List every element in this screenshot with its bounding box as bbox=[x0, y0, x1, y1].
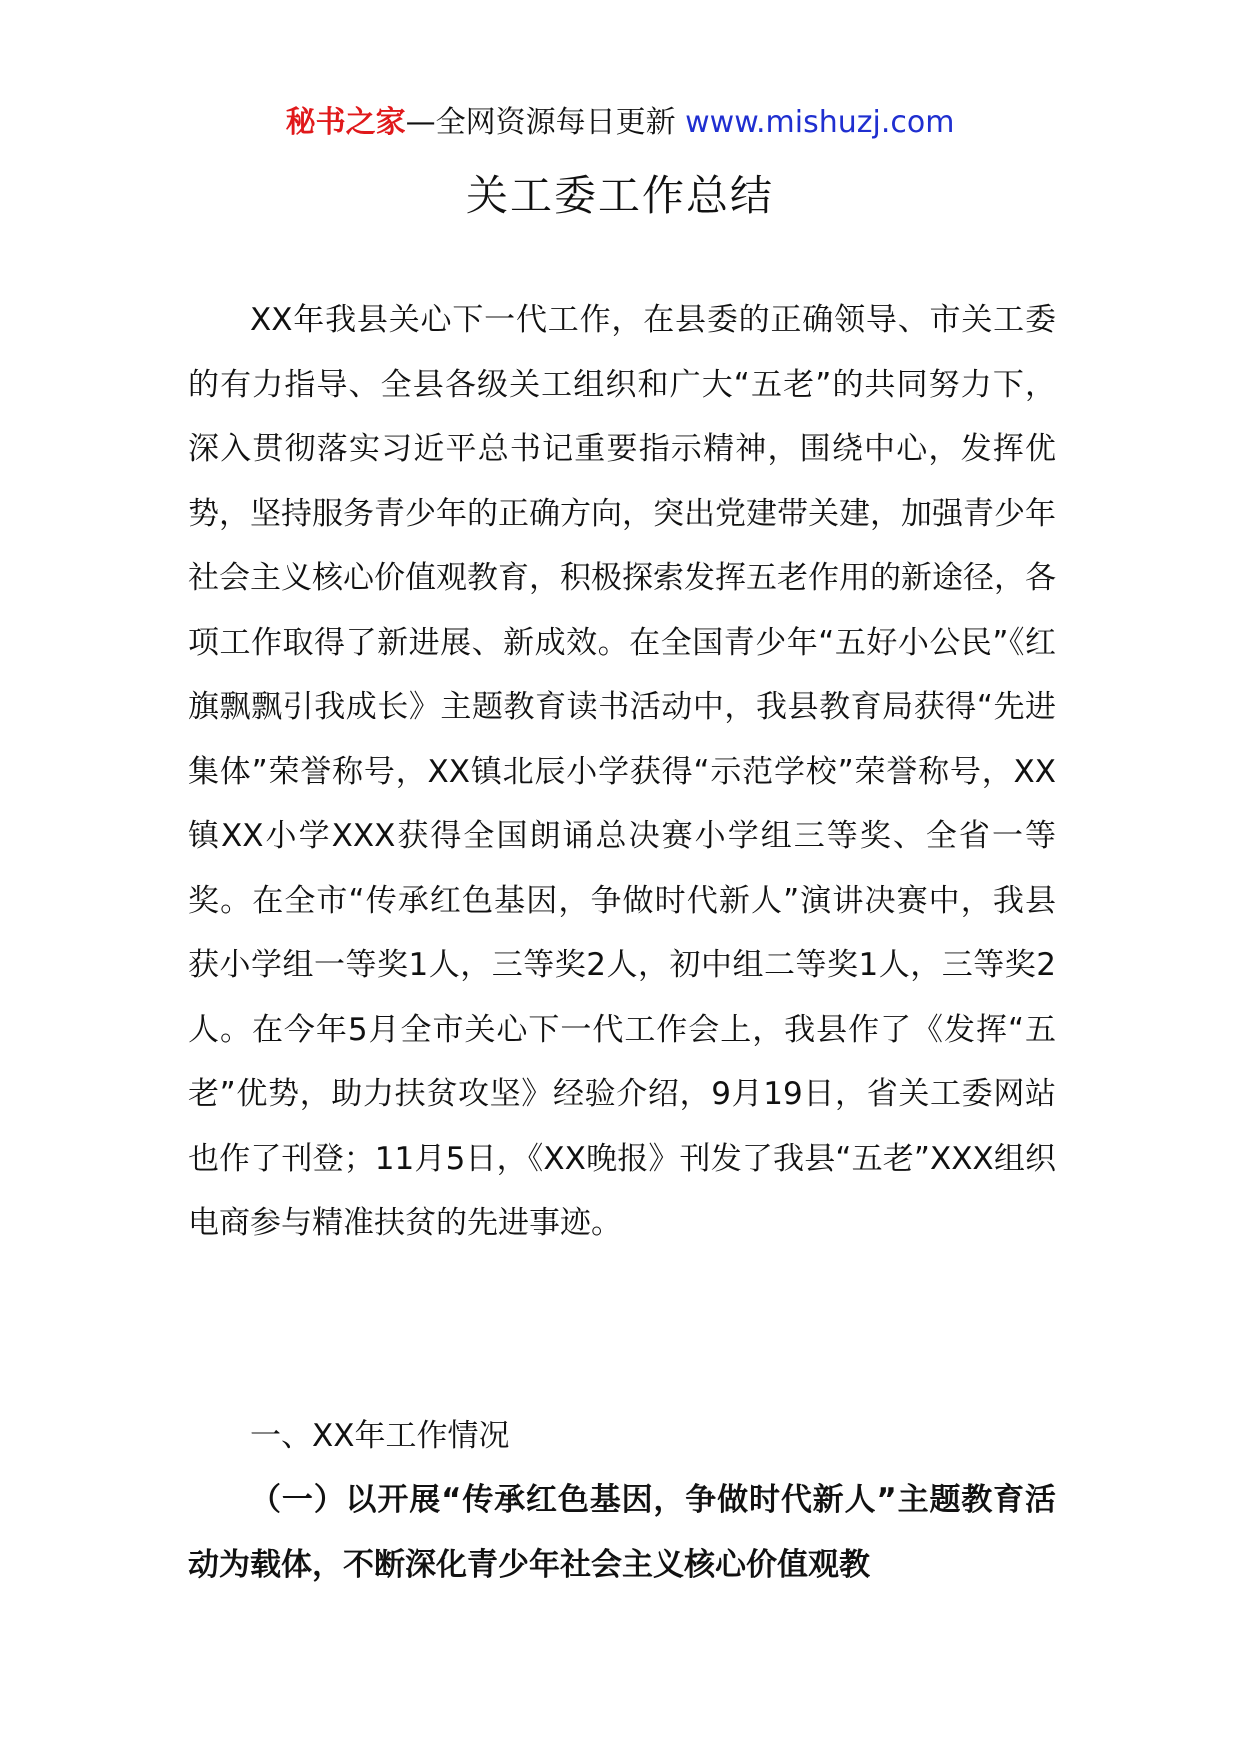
site-url-link[interactable]: www.mishuzj.com bbox=[685, 105, 955, 140]
intro-paragraph: XX年我县关心下一代工作，在县委的正确领导、市关工委的有力指导、全县各级关工组织和广大“五老”的共同努力下，深入贯彻落实习近平总书记重要指示精神，围绕中心，发挥优势，坚持服务青少年的正确方向，突出党建带关建，加强青少年社会主义核心价值观教育，积极探索发挥五老作用的新途径，各项工作取得了新进展、新成效。在全国青少年“五好小公民”《红旗飘飘引我成长》主题教育读书活动中，我县教育局获得“先进集体”荣誉称号，XX镇北辰小学获得“示范学校”荣誉称号，XX镇XX小学XXX获得全国朗诵总决赛小学组三等奖、全省一等奖。在全市“传承红色基因，争做时代新人”演讲决赛中，我县获小学组一等奖1人，三等奖2人，初中组二等奖1人，三等奖2人。在今年5月全市关心下一代工作会上，我县作了《发挥“五老”优势，助力扶贫攻坚》经验介绍，9月19日，省关工委网站也作了刊登；11月5日，《XX晚报》刊发了我县“五老”XXX组织电商参与精准扶贫的先进事迹。 bbox=[188, 302, 1056, 1241]
section-heading: 一、XX年工作情况 bbox=[250, 1418, 510, 1454]
site-brand: 秘书之家 bbox=[285, 105, 406, 140]
subsection-heading: （一）以开展“传承红色基因，争做时代新人”主题教育活动为载体，不断深化青少年社会主义核心价值观教 bbox=[188, 1482, 1056, 1583]
site-tagline: —全网资源每日更新 bbox=[405, 105, 676, 140]
document-title: 关工委工作总结 bbox=[465, 171, 774, 220]
site-header bbox=[0, 100, 1240, 146]
